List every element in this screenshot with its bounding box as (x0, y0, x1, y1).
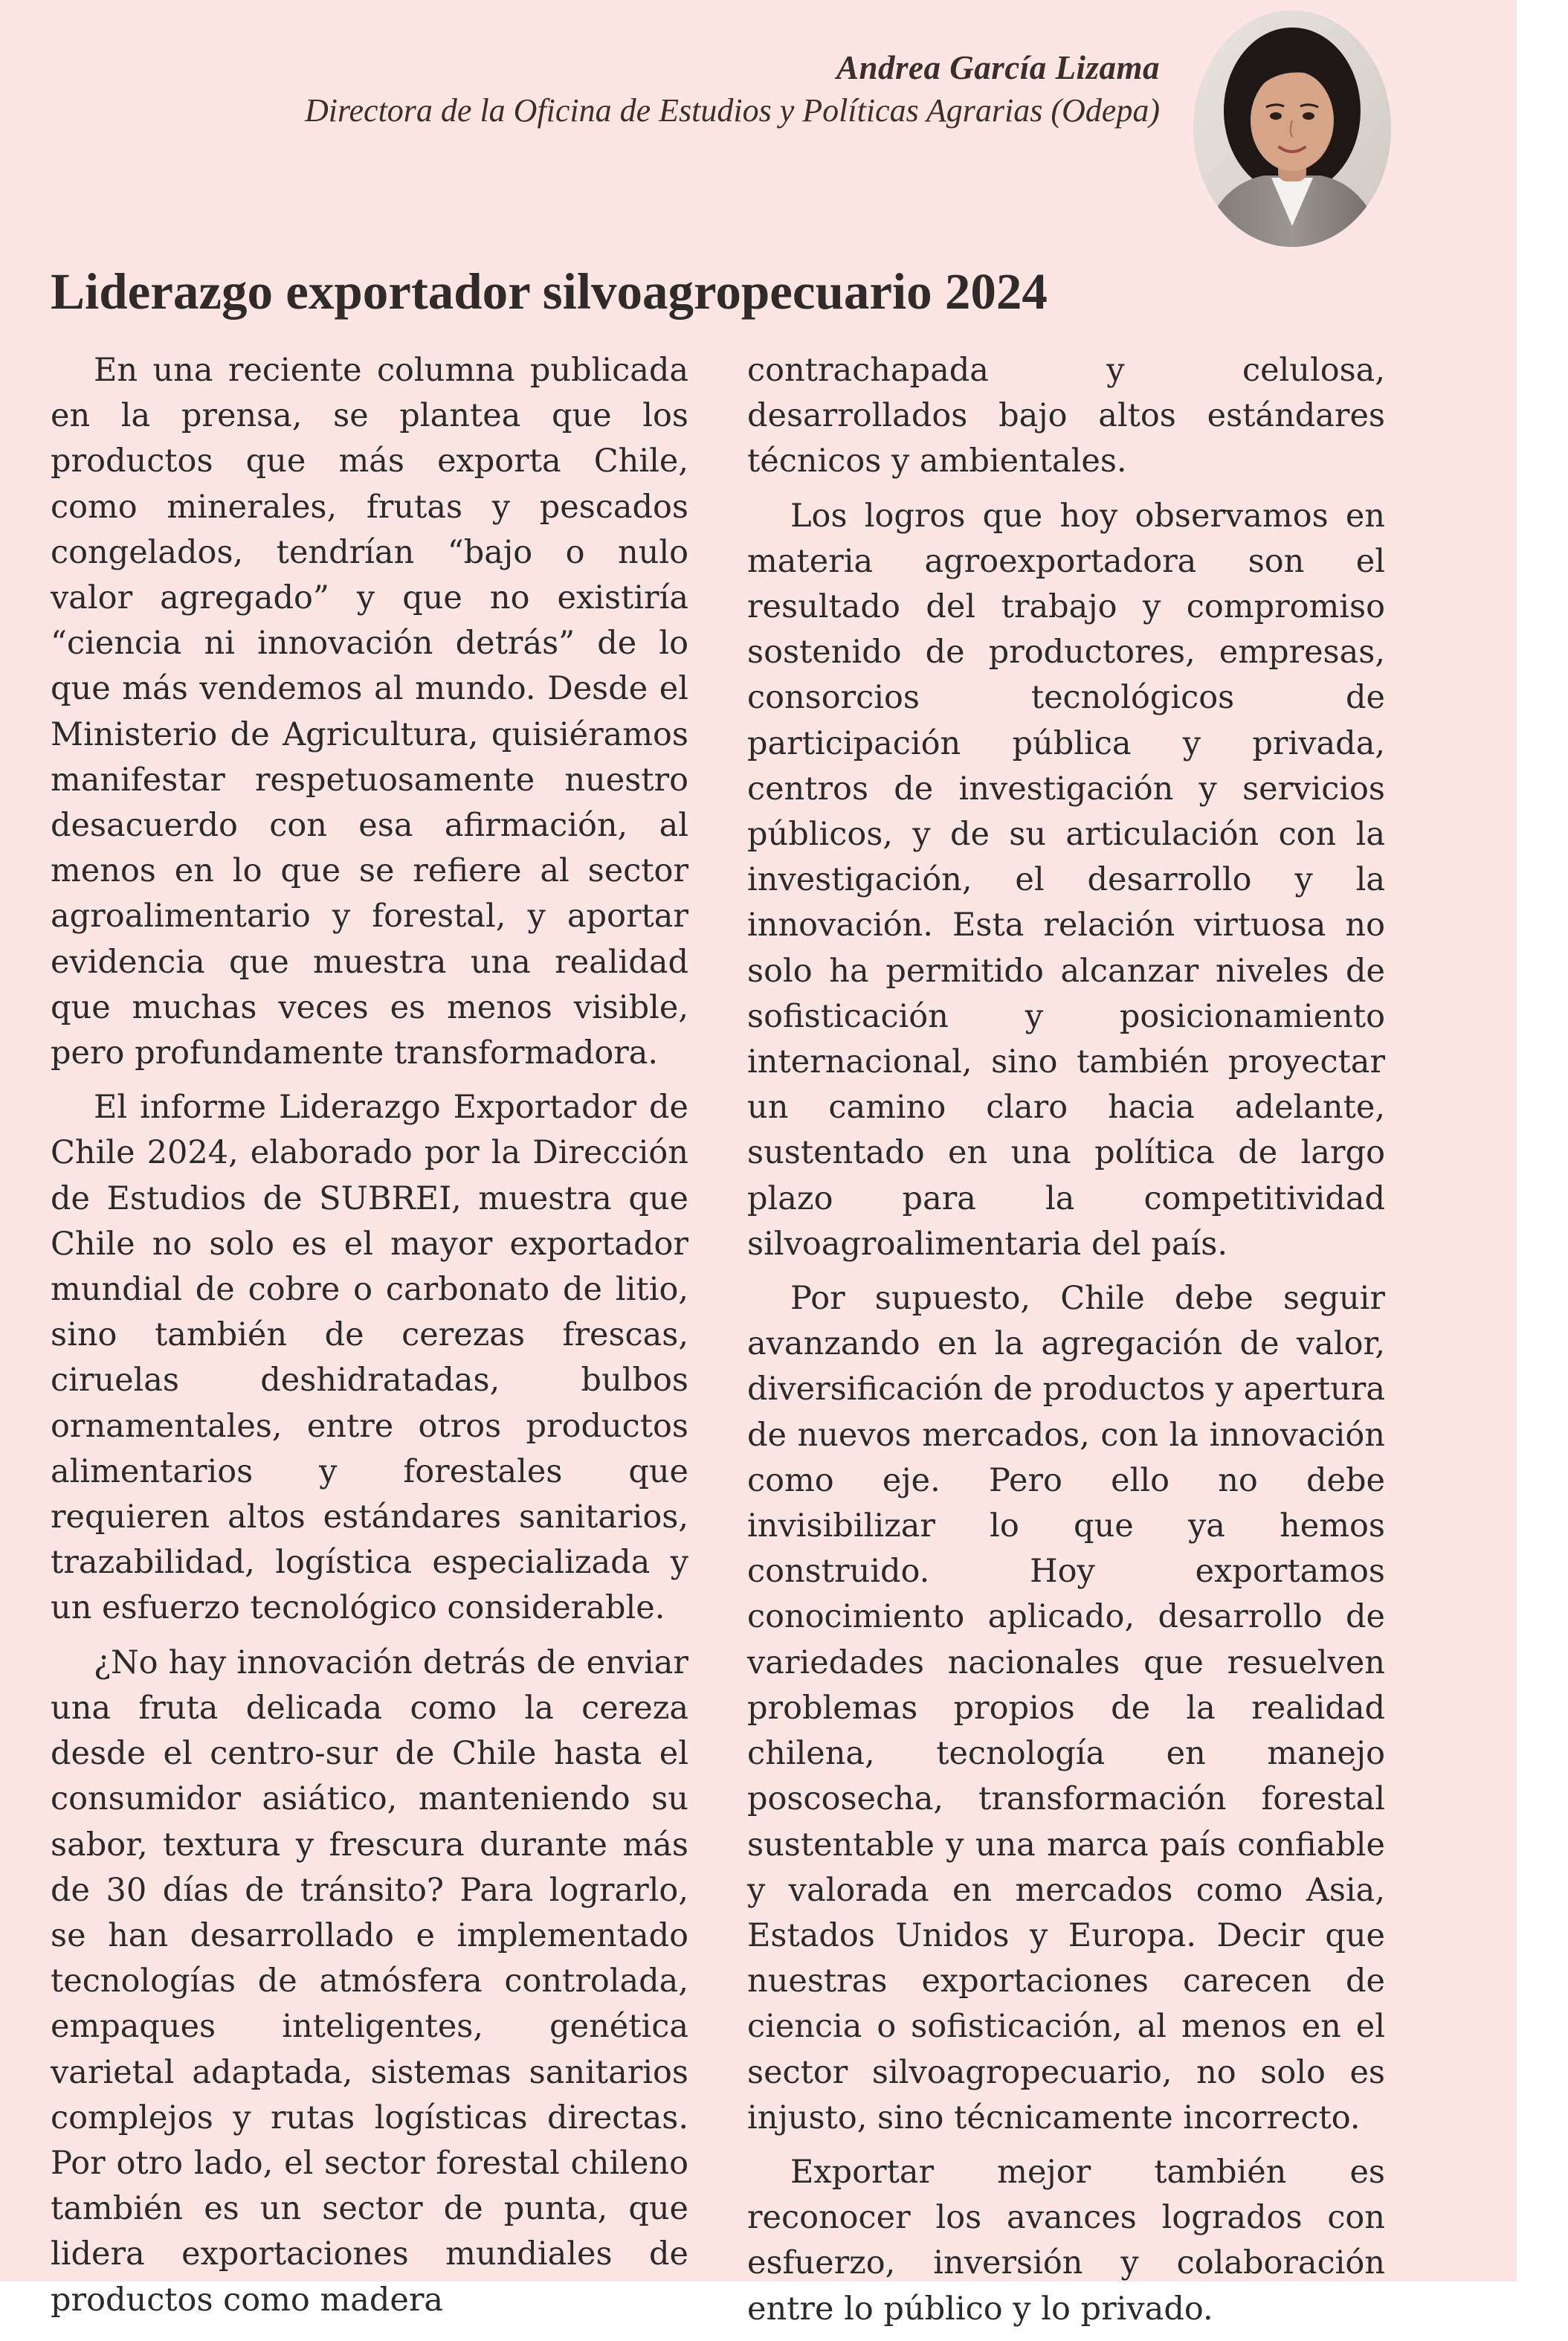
page-margin-strip (1517, 0, 1568, 2282)
article-title: Liderazgo exportador silvoagropecuario 2024 (51, 263, 1048, 320)
article-paragraph-continued: contrachapada y celulosa, desarrollados bajo altos estándares técnicos y ambientales. (747, 352, 1385, 480)
author-portrait (1193, 10, 1391, 247)
article-paragraph: Por supuesto, Chile debe seguir avanzando en la agregación de valor, diversificación de productos y apertura de nuevos mercados, con la innovación como eje. Pero ello no debe invisibilizar lo que ya hemos construido. Hoy exportamos conocimiento aplicado, desarrollo de variedades nacionales que resuelven problemas propios de la realidad chilena, tecnología en manejo poscosecha, transformación forestal sustentable y una marca país confiable y valorada en mercados como Asia, Estados Unidos y Europa. Decir que nuestras exportaciones carecen de ciencia o sofisticación, al menos en el sector silvoagropecuario, no solo es injusto, sino técnicamente incorrecto. (747, 1280, 1385, 2136)
article-paragraph: Exportar mejor también es reconocer los avances logrados con esfuerzo, inversión y colaboración entre lo público y lo privado. (747, 2153, 1385, 2328)
article-paragraph: El informe Liderazgo Exportador de Chile 2024, elaborado por la Dirección de Estudios de SUBREI, muestra que Chile no solo es el mayor exportador mundial de cobre o carbonato de litio, sino también de cerezas frescas, ciruelas deshidratadas, bulbos ornamentales, entre otros productos alimentarios y forestales que requieren altos estándares sanitarios, trazabilidad, logística especializada y un esfuerzo tecnológico considerable. (51, 1089, 688, 1627)
article-paragraph: ¿No hay innovación detrás de enviar una fruta delicada como la cereza desde el centro-sur de Chile hasta el consumidor asiático, manteniendo su sabor, textura y frescura durante más de 30 días de tránsito? Para lograrlo, se han desarrollado e implementado tecnologías de atmósfera controlada, empaques inteligentes, genética varietal adaptada, sistemas sanitarios complejos y rutas logísticas directas. Por otro lado, el sector forestal chileno también es un sector de punta, que lidera exportaciones mundiales de productos como madera (51, 1643, 688, 2319)
article-column-right (747, 348, 1385, 2341)
author-role: Directora de la Oficina de Estudios y Políticas Agrarias (Odepa) (305, 92, 1160, 129)
portrait-photo (1193, 10, 1391, 247)
article-paragraph: En una reciente columna publicada en la prensa, se plantea que los productos que más exporta Chile, como minerales, frutas y pescados congelados, tendrían “bajo o nulo valor agregado” y que no existiría “ciencia ni innovación detrás” de lo que más vendemos al mundo. Desde el Ministerio de Agricultura, quisiéramos manifestar respetuosamente nuestro desacuerdo con esa afirmación, al menos en lo que se refiere al sector agroalimentario y forestal, y aportar evidencia que muestra una realidad que muchas veces es menos visible, pero profundamente transformadora. (51, 352, 688, 1072)
article-column-left (51, 348, 688, 2332)
author-name: Andrea García Lizama (836, 49, 1160, 86)
author-byline (305, 46, 1160, 132)
article-paragraph: Los logros que hoy observamos en materia agroexportadora son el resultado del trabajo y compromiso sostenido de productores, empresas, consorcios tecnológicos de participación pública y privada, centros de investigación y servicios públicos, y de su articulación con la investigación, el desarrollo y la innovación. Esta relación virtuosa no solo ha permitido alcanzar niveles de sofisticación y posicionamiento internacional, sino también proyectar un camino claro hacia adelante, sustentado en una política de largo plazo para la competitividad silvoagroalimentaria del país. (747, 497, 1385, 1263)
